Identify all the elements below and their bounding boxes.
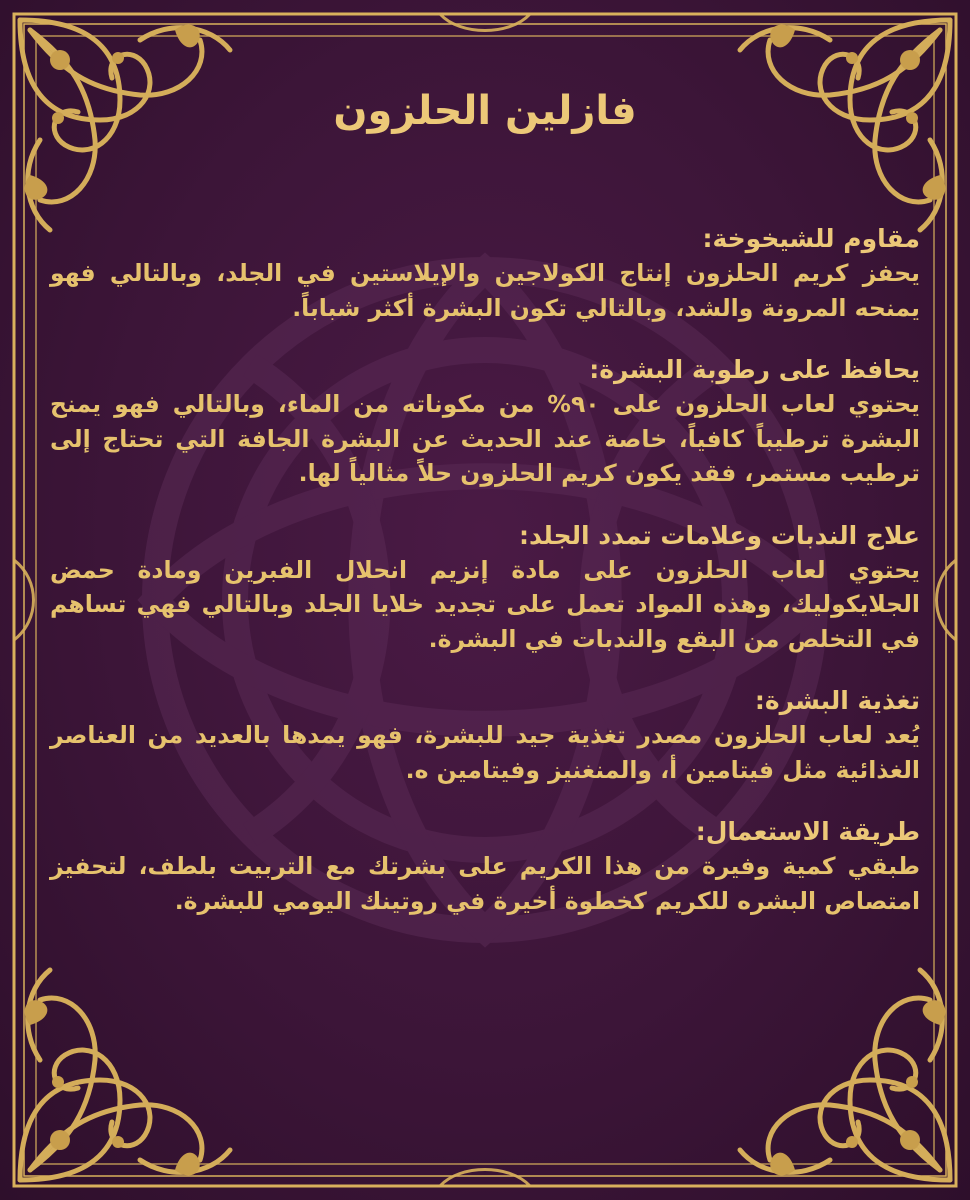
section-heading: يحافظ على رطوبة البشرة: [589, 355, 920, 384]
section-heading: طريقة الاستعمال: [695, 817, 920, 846]
section-nutrition [50, 684, 920, 787]
section-heading: مقاوم للشيخوخة: [702, 224, 920, 253]
section-body: يحتوي لعاب الحلزون على ٩٠% من مكوناته من الماء، وبالتالي فهو يمنح البشرة ترطيباً كافياً، خاصة عند الحديث عن البشرة الجافة التي تحتاج إلى ترطيب مستمر، فقد يكون كريم الحلزون حلاً مثالياً لها. [50, 390, 920, 487]
section-heading: تغذية البشرة: [754, 686, 920, 715]
document-content [50, 80, 920, 1140]
section-usage [50, 815, 920, 918]
section-scars [50, 519, 920, 657]
section-body: يحتوي لعاب الحلزون على مادة إنزيم انحلال الفبرين ومادة حمض الجلايكوليك، وهذه المواد تعمل على تجديد خلايا الجلد وبالتالي فهي تساهم في التخلص من البقع والندبات في البشرة. [50, 555, 920, 653]
section-body: يحفز كريم الحلزون إنتاج الكولاجين والإيلاستين في الجلد، وبالتالي فهو يمنحه المرونة والشد، وبالتالي تكون البشرة أكثر شباباً. [50, 259, 920, 322]
section-heading: علاج الندبات وعلامات تمدد الجلد: [518, 520, 920, 550]
section-body: طبقي كمية وفيرة من هذا الكريم على بشرتك مع التربيت بلطف، لتحفيز امتصاص البشره للكريم كخطوة أخيرة في روتينك اليومي للبشرة. [50, 852, 920, 915]
section-moisture [50, 353, 920, 491]
section-body: يُعد لعاب الحلزون مصدر تغذية جيد للبشرة، فهو يمدها بالعديد من العناصر الغذائية مثل فيتامين أ، والمنغنيز وفيتامين ه. [50, 721, 920, 784]
section-anti-aging [50, 222, 920, 325]
page-title: فازلين الحلزون [333, 88, 637, 134]
